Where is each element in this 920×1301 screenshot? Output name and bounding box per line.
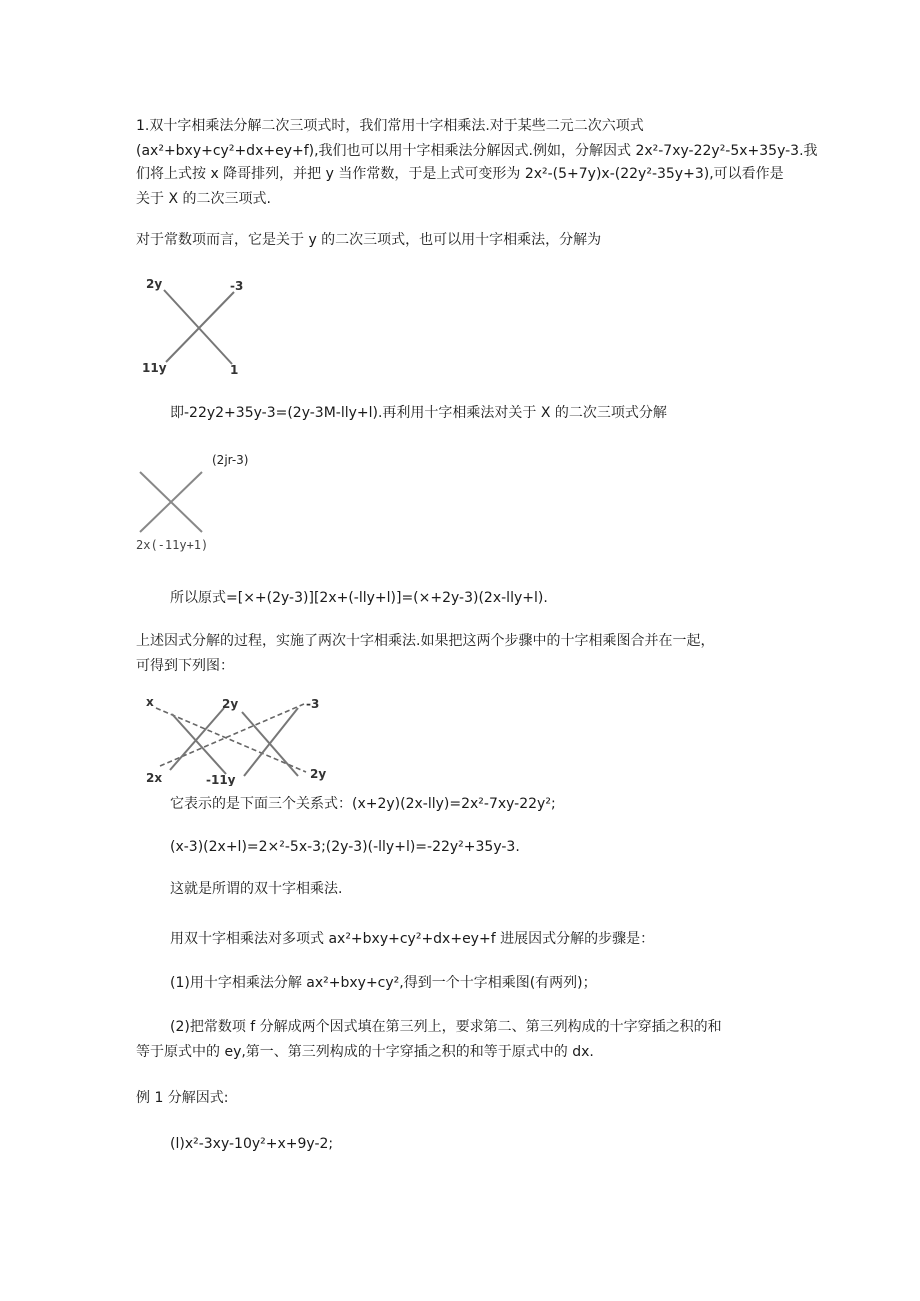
called-paragraph: 这就是所谓的双十字相乘法. [170,881,343,897]
steps-intro-paragraph: 用双十字相乘法对多项式 ax²+bxy+cy²+dx+ey+f 进展因式分解的步骤是： [170,931,655,947]
example-1: (l)x²-3xy-10y²+x+9y-2; [170,1136,334,1152]
step-b-line-1: (2)把常数项 f 分解成两个因式填在第三列上，要求第二、第三列构成的十字穿插之积的和 [170,1019,722,1035]
dashed-line-a [156,708,306,772]
fig3-top-b: 2y [222,697,239,711]
fig3-bottom-c: 2y [310,767,327,781]
example-title: 例 1 分解因式: [136,1090,229,1106]
fig3-bottom-a: 2x [146,771,163,785]
fig1-top-right: -3 [230,279,244,293]
fig2-bottom-left: 2x(-11y+1) [136,538,209,552]
intro-line-3: 们将上式按 x 降哥排列，并把 y 当作常数，于是上式可变形为 2x²-(5+7y)x-(22y²-35y+3),可以看作是 [136,166,784,182]
intro-line-2: (ax²+bxy+cy²+dx+ey+f),我们也可以用十字相乘法分解因式.例如，分解因式 2x²-7xy-22y²-5x+35y-3.我 [136,143,818,159]
step-b-line-2: 等于原式中的 ey,第一、第三列构成的十字穿插之积的和等于原式中的 dx. [136,1044,594,1060]
fig2-top-right: (2jr-3) [212,453,249,467]
relations-line-2: (x-3)(2x+l)=2×²-5x-3;(2y-3)(-lly+l)=-22y²+35y-3. [170,839,520,855]
const-term-paragraph: 对于常数项而言，它是关于 y 的二次三项式，也可以用十字相乘法，分解为 [136,232,602,248]
fig1-bottom-right: 1 [230,363,239,377]
step-a-paragraph: (1)用十字相乘法分解 ax²+bxy+cy²,得到一个十字相乘图(有两列)； [170,975,597,991]
intro-line-4: 关于 X 的二次三项式. [136,191,271,207]
result-paragraph: 所以原式=[×+(2y-3)][2x+(-lly+l)]=(×+2y-3)(2x-lly+l). [170,590,548,606]
fig3-top-c: -3 [306,697,320,711]
double-cross-diagram [140,694,340,786]
fig1-top-left: 2y [146,277,163,291]
relations-line-1: 它表示的是下面三个关系式：(x+2y)(2x-lly)=2x²-7xy-22y²; [170,796,556,812]
combined-line-1: 上述因式分解的过程，实施了两次十字相乘法.如果把这两个步骤中的十字相乘图合并在一起， [136,633,715,649]
cross-line-f [170,708,224,770]
fig1-bottom-left: 11y [142,361,167,375]
cross-diagram-2 [138,466,208,536]
step1-paragraph: 即-22y2+35y-3=(2y-3M-lly+l).再利用十字相乘法对关于 X 的二次三项式分解 [170,405,667,421]
intro-line-1: 1.双十字相乘法分解二次三项式时，我们常用十字相乘法.对于某些二元二次六项式 [136,118,644,134]
fig3-top-a: x [146,695,154,709]
combined-line-2: 可得到下列图： [136,658,234,674]
cross-line-e [172,714,226,774]
fig3-bottom-b: -11y [206,773,236,786]
cross-diagram-1 [140,274,260,378]
